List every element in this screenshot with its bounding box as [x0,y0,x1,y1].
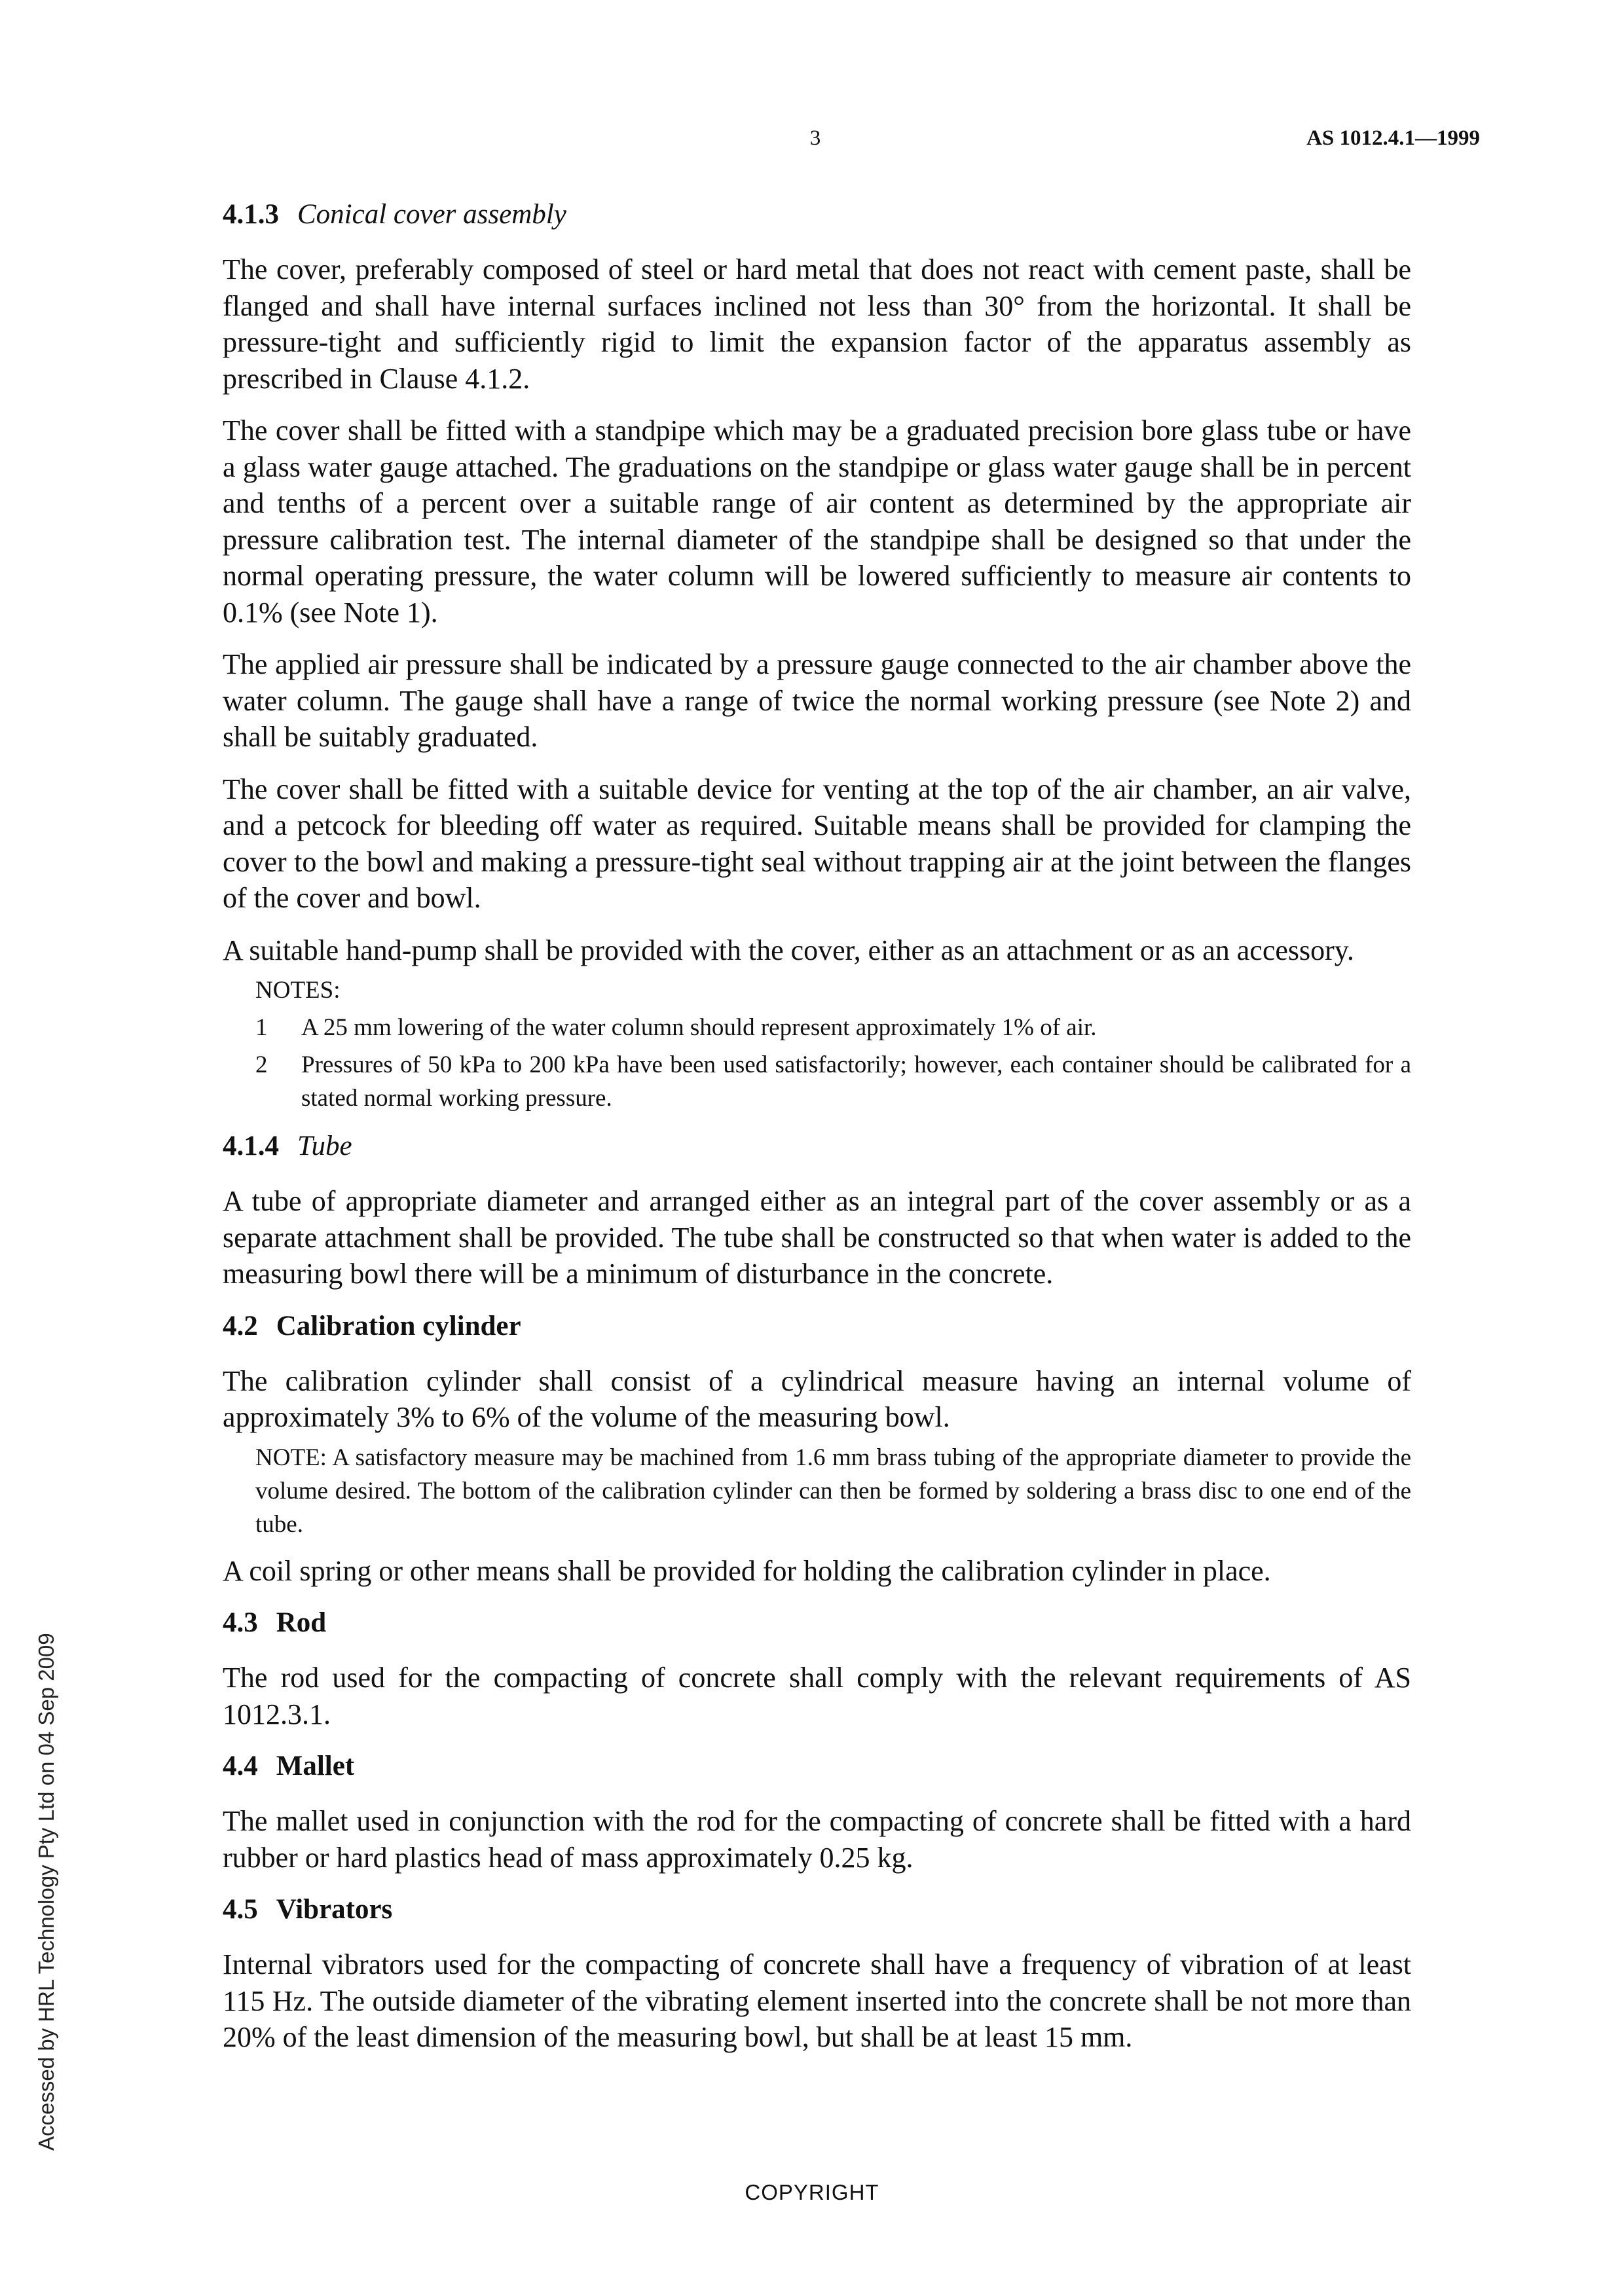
clause-title: Mallet [276,1751,355,1781]
note-item [255,1048,1411,1115]
access-watermark: Accessed by HRL Technology Pty Ltd on 04 Sep 2009 [34,1633,58,2151]
paragraph: The rod used for the compacting of concrete shall comply with the relevant requirements of AS 1012.3.1. [223,1662,1411,1730]
paragraph: The cover shall be fitted with a suitable device for venting at the top of the air chamber, an air valve, and a petcock for bleeding off water as required. Suitable means shall be provided for clamping the cover to the bowl and making a pressure-tight seal without trapping air at the joint between the flanges of the cover and bowl. [223,773,1411,914]
note-text: Pressures of 50 kPa to 200 kPa have been used satisfactorily; however, each container should be calibrated for a stated normal working pressure. [301,1051,1411,1112]
page-number: 3 [809,126,821,150]
clause-title: Conical cover assembly [297,199,566,230]
note-number: 1 [255,1014,268,1041]
heading-4-1-3 [223,196,1411,233]
heading-4-1-4 [223,1128,1411,1165]
copyright-footer: COPYRIGHT [745,2180,879,2204]
note-text: A 25 mm lowering of the water column should represent approximately 1% of air. [301,1014,1097,1041]
heading-4-2 [223,1308,1411,1345]
paragraph: The cover shall be fitted with a standpipe which may be a graduated precision bore glass tube or have a glass water gauge attached. The graduations on the standpipe or glass water gauge shall be in percent and tenths of a percent over a suitable range of air content as determined by the appropriate air pressure calibration test. The internal diameter of the standpipe shall be designed so that under the normal operating pressure, the water column will be lowered sufficiently to measure air contents to 0.1% (see Note 1). [223,414,1411,629]
clause-number: 4.2 [223,1310,258,1341]
paragraph: A suitable hand-pump shall be provided with the cover, either as an attachment or as an accessory. [223,934,1354,966]
clause-number: 4.4 [223,1751,258,1781]
clause-number: 4.1.4 [223,1131,279,1161]
notes-title: NOTES: [255,977,341,1004]
note: NOTE: A satisfactory measure may be machined from 1.6 mm brass tubing of the appropriate diameter to provide the volume desired. The bottom of the calibration cylinder can then be formed by soldering a brass disc to one end of the tube. [255,1444,1411,1538]
clause-title: Calibration cylinder [276,1310,521,1341]
clause-number: 4.5 [223,1894,258,1925]
note-number: 2 [255,1051,268,1078]
notes-block [255,974,1411,1115]
paragraph: A coil spring or other means shall be provided for holding the calibration cylinder in place. [223,1554,1271,1587]
paragraph: A tube of appropriate diameter and arranged either as an integral part of the cover assembly or as a separate attachment shall be provided. The tube shall be constructed so that when water is added to the measuring bowl there will be a minimum of disturbance in the concrete. [223,1185,1411,1290]
paragraph: Internal vibrators used for the compacting of concrete shall have a frequency of vibration of at least 115 Hz. The outside diameter of the vibrating element inserted into the concrete shall be not more than 20% of the least dimension of the measuring bowl, but shall be at least 15 mm. [223,1948,1411,2053]
clause-number: 4.3 [223,1607,258,1638]
note-item [255,1011,1411,1044]
paragraph: The calibration cylinder shall consist of a cylindrical measure having an internal volume of approximately 3% to 6% of the volume of the measuring bowl. [223,1364,1411,1433]
clause-title: Tube [297,1131,352,1161]
paragraph: The mallet used in conjunction with the rod for the compacting of concrete shall be fitted with a hard rubber or hard plastics head of mass approximately 0.25 kg. [223,1805,1411,1874]
heading-4-5 [223,1891,1411,1928]
paragraph: The applied air pressure shall be indicated by a pressure gauge connected to the air chamber above the water column. The gauge shall have a range of twice the normal working pressure (see Note 2) and shall be suitably graduated. [223,648,1411,753]
clause-title: Vibrators [276,1894,393,1925]
clause-title: Rod [276,1607,327,1638]
document-reference: AS 1012.4.1—1999 [1306,126,1480,150]
clause-number: 4.1.3 [223,199,279,230]
page-content [223,196,1411,2071]
heading-4-4 [223,1748,1411,1785]
heading-4-3 [223,1605,1411,1641]
paragraph: The cover, preferably composed of steel or hard metal that does not react with cement paste, shall be flanged and shall have internal surfaces inclined not less than 30° from the horizontal. It shall be pressure-tight and sufficiently rigid to limit the expansion factor of the apparatus assembly as prescribed in Clause 4.1.2. [223,253,1411,395]
